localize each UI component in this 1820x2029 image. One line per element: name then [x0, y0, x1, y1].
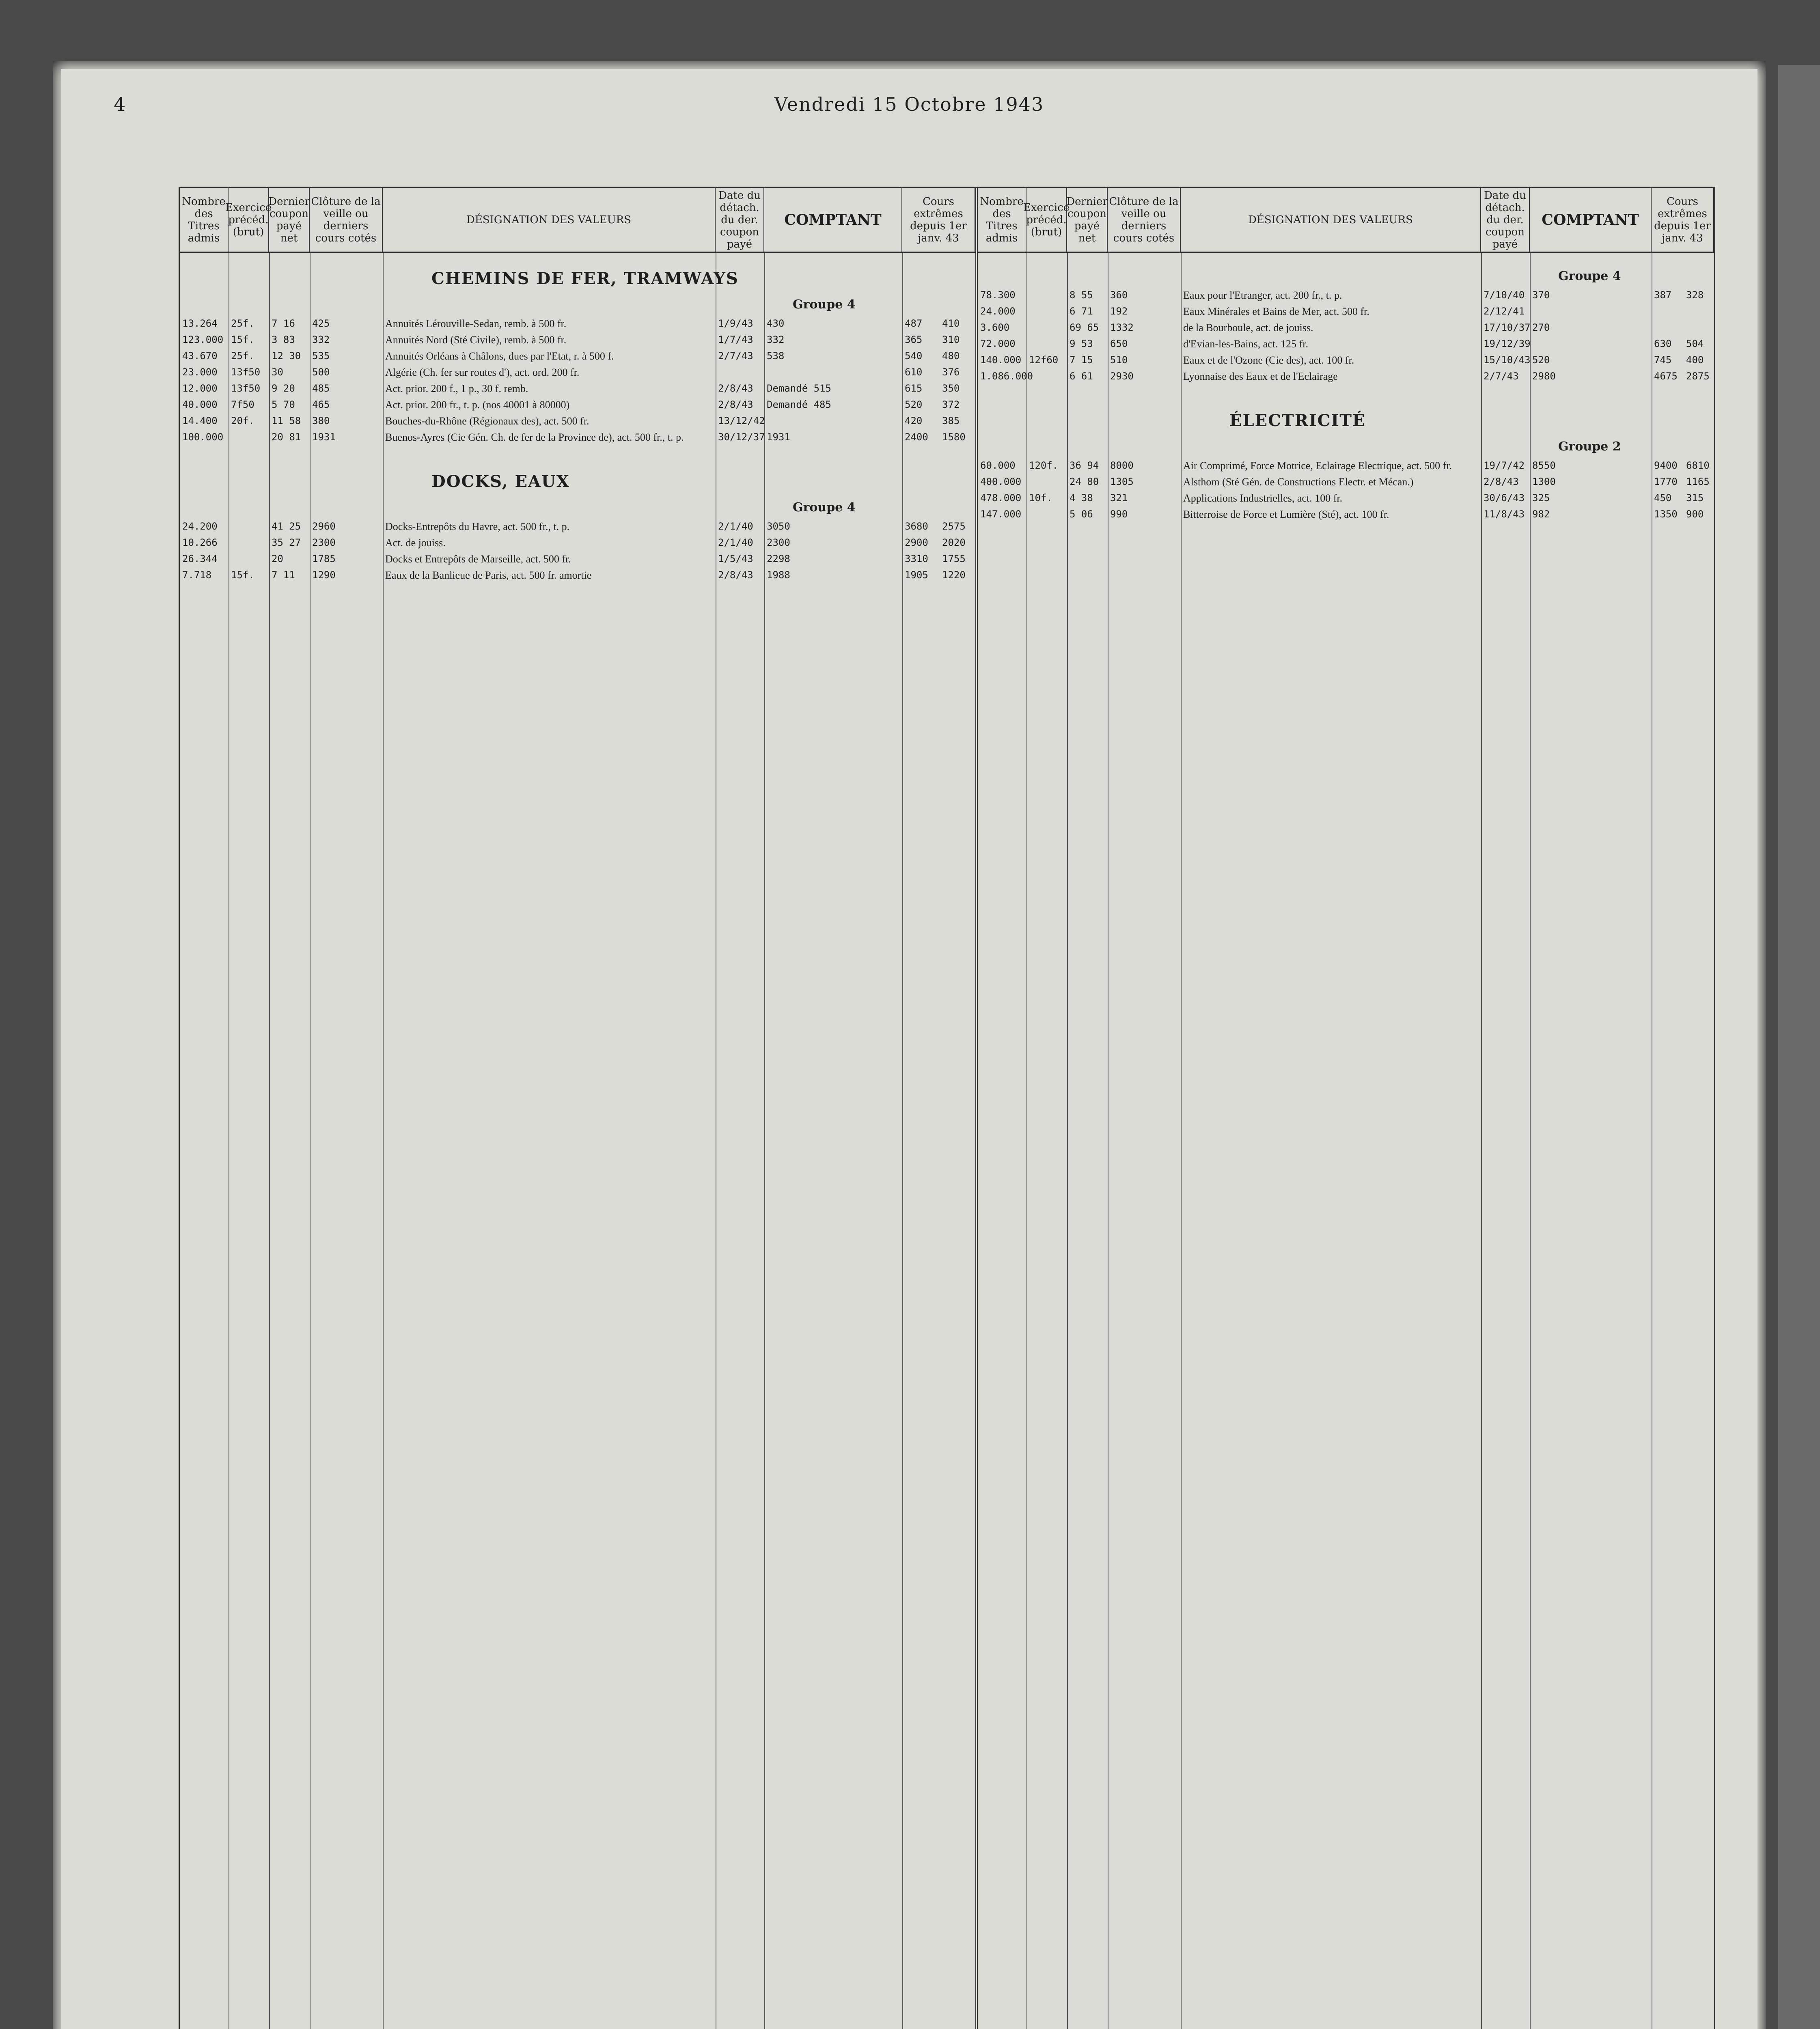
cell-n: 72.000 [980, 338, 1016, 349]
cell-cpt: 1988 [767, 569, 790, 581]
cell-hi: 487 [905, 318, 923, 329]
cell-n: 1.086.000 [980, 370, 1033, 382]
cell-hi: 1770 [1654, 476, 1678, 487]
cell-e: 13f50 [231, 366, 261, 378]
cell-d: 1/9/43 [718, 318, 753, 329]
cell-hi: 610 [905, 366, 923, 378]
page-date: Vendredi 15 Octobre 1943 [774, 93, 1044, 115]
cell-name: Applications Industrielles, act. 100 fr. [1183, 492, 1343, 504]
column-header: DÉSIGNATION DES VALEURS [1181, 188, 1481, 253]
cell-lo: 328 [1686, 289, 1704, 301]
page-number: 4 [114, 93, 126, 115]
cell-d: 7/10/40 [1484, 289, 1525, 301]
cell-hi: 540 [905, 350, 923, 362]
cell-c: 9 20 [272, 383, 295, 394]
cell-n: 7.718 [182, 569, 212, 581]
cell-name: Alsthom (Sté Gén. de Constructions Electr. et Mécan.) [1183, 476, 1414, 488]
column-header: Cours extrêmes depuis 1er janv. 43 [902, 188, 975, 253]
cell-lo: 1220 [942, 569, 966, 581]
left-half [180, 188, 978, 2029]
cell-c: 30 [272, 366, 283, 378]
cell-hi: 9400 [1654, 460, 1678, 471]
section-title: ÉLECTRICITÉ [1229, 411, 1366, 430]
cell-e: 15f. [231, 334, 254, 345]
cell-n: 400.000 [980, 476, 1022, 487]
cell-cpt: 270 [1532, 322, 1550, 333]
cell-cl: 650 [1110, 338, 1128, 349]
cell-name: Act. prior. 200 f., 1 p., 30 f. remb. [385, 383, 528, 394]
cell-n: 12.000 [182, 383, 218, 394]
cell-cl: 321 [1110, 492, 1128, 504]
cell-n: 147.000 [980, 508, 1022, 520]
cell-d: 2/12/41 [1484, 306, 1525, 317]
cell-c: 7 16 [272, 318, 295, 329]
cell-cl: 425 [312, 318, 330, 329]
cell-n: 24.200 [182, 521, 218, 532]
cell-lo: 376 [942, 366, 960, 378]
cell-d: 1/5/43 [718, 553, 753, 564]
cell-hi: 745 [1654, 354, 1672, 366]
column-header: Cours extrêmes depuis 1er janv. 43 [1652, 188, 1714, 253]
cell-lo: 900 [1686, 508, 1704, 520]
cell-name: Lyonnaise des Eaux et de l'Eclairage [1183, 370, 1338, 382]
column-rule [1530, 253, 1531, 2029]
cell-c: 8 55 [1070, 289, 1093, 301]
cell-cpt: 1931 [767, 431, 790, 443]
cell-cpt: Demandé 515 [767, 383, 831, 394]
cell-hi: 4675 [1654, 370, 1678, 382]
cell-hi: 2400 [905, 431, 928, 443]
cell-name: Buenos-Ayres (Cie Gén. Ch. de fer de la Province de), act. 500 fr., t. p. [385, 431, 684, 443]
cell-cl: 485 [312, 383, 330, 394]
cell-c: 5 70 [272, 399, 295, 410]
cell-c: 7 11 [272, 569, 295, 581]
cell-c: 7 15 [1070, 354, 1093, 366]
cell-n: 3.600 [980, 322, 1010, 333]
cell-hi: 450 [1654, 492, 1672, 504]
cell-name: Annuités Lérouville-Sedan, remb. à 500 fr. [385, 318, 567, 330]
cell-cpt: 2980 [1532, 370, 1556, 382]
cell-cpt: 325 [1532, 492, 1550, 504]
cell-e: 120f. [1029, 460, 1059, 471]
cell-d: 1/7/43 [718, 334, 753, 345]
cell-cl: 1305 [1110, 476, 1134, 487]
column-header: Nombre des Titres admis [978, 188, 1026, 253]
cell-name: Algérie (Ch. fer sur routes d'), act. ord. 200 fr. [385, 366, 580, 378]
cell-d: 19/12/39 [1484, 338, 1531, 349]
cell-cl: 535 [312, 350, 330, 362]
cell-cpt: 520 [1532, 354, 1550, 366]
cell-cl: 2300 [312, 537, 336, 548]
cell-lo: 480 [942, 350, 960, 362]
cell-n: 24.000 [980, 306, 1016, 317]
cell-n: 478.000 [980, 492, 1022, 504]
cell-c: 24 80 [1070, 476, 1099, 487]
cell-n: 123.000 [182, 334, 224, 345]
cell-lo: 350 [942, 383, 960, 394]
cell-cl: 380 [312, 415, 330, 426]
cell-cpt: 2298 [767, 553, 790, 564]
column-rule [902, 253, 903, 2029]
cell-lo: 2875 [1686, 370, 1710, 382]
cell-lo: 1580 [942, 431, 966, 443]
cell-e: 12f60 [1029, 354, 1059, 366]
cell-name: Eaux et de l'Ozone (Cie des), act. 100 fr. [1183, 354, 1354, 366]
cell-e: 25f. [231, 318, 254, 329]
column-header: Clôture de la veille ou derniers cours cotés [1108, 188, 1181, 253]
cell-name: Annuités Nord (Sté Civile), remb. à 500 fr. [385, 334, 567, 346]
cell-cl: 1290 [312, 569, 336, 581]
column-header: Dernier coupon payé net [1067, 188, 1108, 253]
cell-d: 2/8/43 [1484, 476, 1519, 487]
cell-hi: 1905 [905, 569, 928, 581]
cell-name: Eaux Minérales et Bains de Mer, act. 500 fr. [1183, 306, 1369, 317]
cell-c: 3 83 [272, 334, 295, 345]
cell-cpt: 8550 [1532, 460, 1556, 471]
cell-lo: 6810 [1686, 460, 1710, 471]
cell-c: 11 58 [272, 415, 301, 426]
quotation-table [179, 187, 1715, 2029]
cell-lo: 504 [1686, 338, 1704, 349]
cell-lo: 385 [942, 415, 960, 426]
cell-lo: 315 [1686, 492, 1704, 504]
cell-name: Eaux pour l'Etranger, act. 200 fr., t. p. [1183, 289, 1342, 301]
column-header: DÉSIGNATION DES VALEURS [383, 188, 716, 253]
cell-name: de la Bourboule, act. de jouiss. [1183, 322, 1313, 334]
cell-d: 30/6/43 [1484, 492, 1525, 504]
cell-c: 20 [272, 553, 283, 564]
cell-hi: 420 [905, 415, 923, 426]
right-half [978, 188, 1714, 2029]
cell-d: 2/7/43 [1484, 370, 1519, 382]
column-rule [1481, 253, 1482, 2029]
cell-n: 140.000 [980, 354, 1022, 366]
cell-name: Annuités Orléans à Châlons, dues par l'Etat, r. à 500 f. [385, 350, 614, 362]
cell-cl: 510 [1110, 354, 1128, 366]
column-header: Exercice précéd. (brut) [1026, 188, 1067, 253]
column-header: COMPTANT [764, 188, 902, 253]
cell-d: 19/7/42 [1484, 460, 1525, 471]
cell-lo: 1755 [942, 553, 966, 564]
column-header: COMPTANT [1530, 188, 1652, 253]
column-rule [1026, 253, 1027, 2029]
cell-e: 7f50 [231, 399, 254, 410]
cell-hi: 630 [1654, 338, 1672, 349]
cell-cl: 192 [1110, 306, 1128, 317]
cell-c: 36 94 [1070, 460, 1099, 471]
cell-cpt: 2300 [767, 537, 790, 548]
cell-n: 26.344 [182, 553, 218, 564]
column-rule [1067, 253, 1068, 2029]
cell-e: 13f50 [231, 383, 261, 394]
column-header: Clôture de la veille ou derniers cours cotés [310, 188, 383, 253]
cell-hi: 365 [905, 334, 923, 345]
cell-c: 20 81 [272, 431, 301, 443]
cell-c: 35 27 [272, 537, 301, 548]
cell-cl: 2930 [1110, 370, 1134, 382]
cell-e: 25f. [231, 350, 254, 362]
cell-cpt: 1300 [1532, 476, 1556, 487]
cell-lo: 2020 [942, 537, 966, 548]
cell-lo: 410 [942, 318, 960, 329]
column-rule [310, 253, 311, 2029]
page-header [114, 93, 1705, 122]
cell-d: 13/12/42 [718, 415, 765, 426]
cell-c: 69 65 [1070, 322, 1099, 333]
cell-name: Act. prior. 200 fr., t. p. (nos 40001 à 80000) [385, 399, 570, 411]
cell-name: Act. de jouiss. [385, 537, 446, 549]
cell-cpt: 370 [1532, 289, 1550, 301]
cell-name: Bouches-du-Rhône (Régionaux des), act. 500 fr. [385, 415, 589, 427]
cell-name: Docks-Entrepôts du Havre, act. 500 fr., t. p. [385, 521, 570, 532]
cell-cl: 2960 [312, 521, 336, 532]
cell-lo: 400 [1686, 354, 1704, 366]
cell-c: 9 53 [1070, 338, 1093, 349]
cell-cl: 465 [312, 399, 330, 410]
cell-d: 2/8/43 [718, 569, 753, 581]
cell-hi: 2900 [905, 537, 928, 548]
page-edge [1778, 65, 1820, 2029]
cell-cl: 500 [312, 366, 330, 378]
section-title: CHEMINS DE FER, TRAMWAYS [431, 269, 739, 288]
column-rule [269, 253, 270, 2029]
cell-name: Bitterroise de Force et Lumière (Sté), act. 100 fr. [1183, 508, 1389, 520]
cell-n: 13.264 [182, 318, 218, 329]
cell-hi: 3310 [905, 553, 928, 564]
cell-cpt: 3050 [767, 521, 790, 532]
cell-e: 20f. [231, 415, 254, 426]
cell-c: 41 25 [272, 521, 301, 532]
cell-d: 2/8/43 [718, 399, 753, 410]
column-header: Date du détach. du der. coupon payé [716, 188, 764, 253]
cell-cl: 332 [312, 334, 330, 345]
cell-name: Air Comprimé, Force Motrice, Eclairage Electrique, act. 500 fr. [1183, 460, 1452, 472]
cell-d: 11/8/43 [1484, 508, 1525, 520]
cell-lo: 310 [942, 334, 960, 345]
cell-cpt: 982 [1532, 508, 1550, 520]
cell-cl: 1332 [1110, 322, 1134, 333]
column-rule [764, 253, 765, 2029]
cell-n: 100.000 [182, 431, 224, 443]
cell-n: 23.000 [182, 366, 218, 378]
cell-d: 30/12/37 [718, 431, 765, 443]
cell-cl: 360 [1110, 289, 1128, 301]
column-rule [383, 253, 384, 2029]
cell-n: 40.000 [182, 399, 218, 410]
cell-n: 14.400 [182, 415, 218, 426]
cell-d: 2/7/43 [718, 350, 753, 362]
cell-name: Eaux de la Banlieue de Paris, act. 500 fr. amortie [385, 569, 592, 581]
cell-cl: 8000 [1110, 460, 1134, 471]
cell-lo: 372 [942, 399, 960, 410]
cell-hi: 387 [1654, 289, 1672, 301]
cell-e: 10f. [1029, 492, 1052, 504]
cell-hi: 520 [905, 399, 923, 410]
cell-n: 78.300 [980, 289, 1016, 301]
cell-d: 2/8/43 [718, 383, 753, 394]
cell-d: 2/1/40 [718, 521, 753, 532]
cell-cpt: 538 [767, 350, 785, 362]
cell-n: 43.670 [182, 350, 218, 362]
cell-hi: 3680 [905, 521, 928, 532]
cell-hi: 615 [905, 383, 923, 394]
cell-name: d'Evian-les-Bains, act. 125 fr. [1183, 338, 1308, 350]
group-label: Groupe 4 [1558, 269, 1621, 283]
cell-lo: 2575 [942, 521, 966, 532]
cell-d: 17/10/37 [1484, 322, 1531, 333]
group-label: Groupe 4 [793, 297, 856, 312]
cell-c: 4 38 [1070, 492, 1093, 504]
cell-hi: 1350 [1654, 508, 1678, 520]
cell-cl: 1785 [312, 553, 336, 564]
cell-cpt: Demandé 485 [767, 399, 831, 410]
cell-d: 2/1/40 [718, 537, 753, 548]
column-header: Nombre des Titres admis [180, 188, 229, 253]
cell-cl: 1931 [312, 431, 336, 443]
section-title: DOCKS, EAUX [431, 472, 570, 491]
cell-cpt: 332 [767, 334, 785, 345]
cell-c: 6 71 [1070, 306, 1093, 317]
cell-cpt: 430 [767, 318, 785, 329]
cell-c: 12 30 [272, 350, 301, 362]
column-header: Date du détach. du der. coupon payé [1481, 188, 1530, 253]
cell-lo: 1165 [1686, 476, 1710, 487]
cell-c: 5 06 [1070, 508, 1093, 520]
group-label: Groupe 2 [1558, 439, 1621, 454]
cell-n: 10.266 [182, 537, 218, 548]
cell-c: 6 61 [1070, 370, 1093, 382]
cell-e: 15f. [231, 569, 254, 581]
cell-n: 60.000 [980, 460, 1016, 471]
column-header: Dernier coupon payé net [269, 188, 310, 253]
column-rule [1181, 253, 1182, 2029]
group-label: Groupe 4 [793, 500, 856, 515]
cell-cl: 990 [1110, 508, 1128, 520]
cell-name: Docks et Entrepôts de Marseille, act. 500 fr. [385, 553, 571, 565]
column-header: Exercice précéd. (brut) [229, 188, 269, 253]
cell-d: 15/10/43 [1484, 354, 1531, 366]
